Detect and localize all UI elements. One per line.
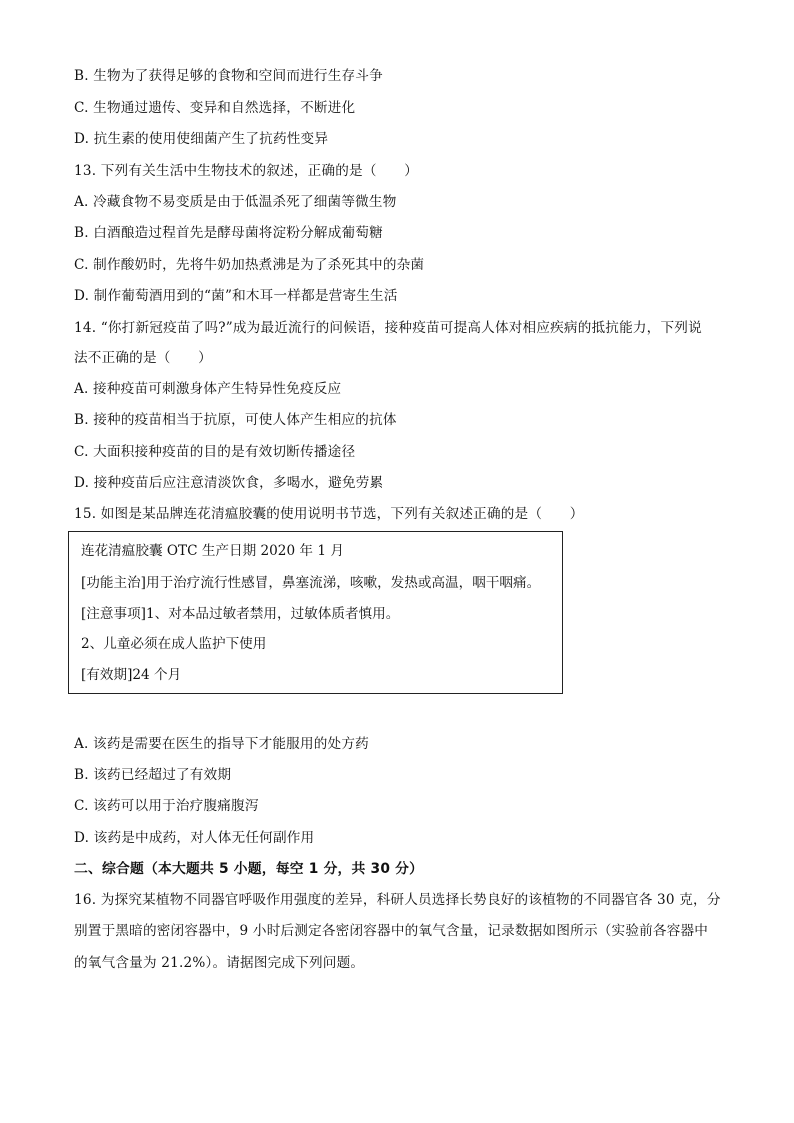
q14-option-b: B. 接种的疫苗相当于抗原，可使人体产生相应的抗体 — [74, 412, 397, 428]
q14-option-d: D. 接种疫苗后应注意清淡饮食，多喝水，避免劳累 — [74, 475, 384, 491]
q15-option-b: B. 该药已经超过了有效期 — [74, 767, 232, 783]
q13-option-b: B. 白酒酿造过程首先是酵母菌将淀粉分解成葡萄糖 — [74, 225, 383, 241]
q15-option-a: A. 该药是需要在医生的指导下才能服用的处方药 — [74, 736, 369, 752]
q13-option-a: A. 冷藏食物不易变质是由于低温杀死了细菌等微生物 — [74, 194, 397, 210]
q13-option-c: C. 制作酸奶时，先将牛奶加热煮沸是为了杀死其中的杂菌 — [74, 257, 425, 273]
label-line-function: [功能主治]用于治疗流行性感冒，鼻塞流涕，咳嗽，发热或高温，咽干咽痛。 — [81, 575, 541, 591]
label-line-caution: [注意事项]1、对本品过敏者禁用，过敏体质者慎用。 — [81, 606, 400, 622]
q14-stem-line2: 法不正确的是（ ） — [74, 350, 212, 366]
q14-stem-line1: 14. “你打新冠疫苗了吗?”成为最近流行的问候语，接种疫苗可提高人体对相应疾病的抵抗能力，下列说 — [74, 320, 702, 336]
q12-option-d: D. 抗生素的使用使细菌产生了抗药性变异 — [74, 131, 329, 147]
section-heading: 二、综合题（本大题共 5 小题，每空 1 分，共 30 分） — [74, 861, 424, 877]
q14-option-a: A. 接种疫苗可刺激身体产生特异性免疫反应 — [74, 381, 342, 397]
q14-option-c: C. 大面积接种疫苗的目的是有效切断传播途径 — [74, 444, 356, 460]
label-line-children: 2、儿童必须在成人监护下使用 — [81, 636, 267, 652]
q13-stem: 13. 下列有关生活中生物技术的叙述，正确的是（ ） — [74, 163, 418, 179]
q12-option-b: B. 生物为了获得足够的食物和空间而进行生存斗争 — [74, 68, 383, 84]
label-line-validity: [有效期]24 个月 — [81, 667, 182, 683]
q16-stem-line3: 的氧气含量为 21.2%）。请据图完成下列问题。 — [74, 955, 365, 971]
label-line-product: 连花清瘟胶囊 OTC 生产日期 2020 年 1 月 — [81, 543, 344, 559]
q16-stem-line2: 别置于黑暗的密闭容器中，9 小时后测定各密闭容器中的氧气含量，记录数据如图所示（实验前各容器中 — [74, 923, 709, 939]
q12-option-c: C. 生物通过遗传、变异和自然选择，不断进化 — [74, 100, 356, 116]
medicine-label-box — [68, 531, 563, 694]
q16-stem-line1: 16. 为探究某植物不同器官呼吸作用强度的差异，科研人员选择长势良好的该植物的不同器官各 30 克，分 — [74, 892, 721, 908]
q15-stem: 15. 如图是某品牌连花清瘟胶囊的使用说明书节选，下列有关叙述正确的是（ ） — [74, 506, 584, 522]
q13-option-d: D. 制作葡萄酒用到的“菌”和木耳一样都是营寄生生活 — [74, 288, 398, 304]
q15-option-c: C. 该药可以用于治疗腹痛腹泻 — [74, 798, 259, 814]
q15-option-d: D. 该药是中成药，对人体无任何副作用 — [74, 830, 315, 846]
